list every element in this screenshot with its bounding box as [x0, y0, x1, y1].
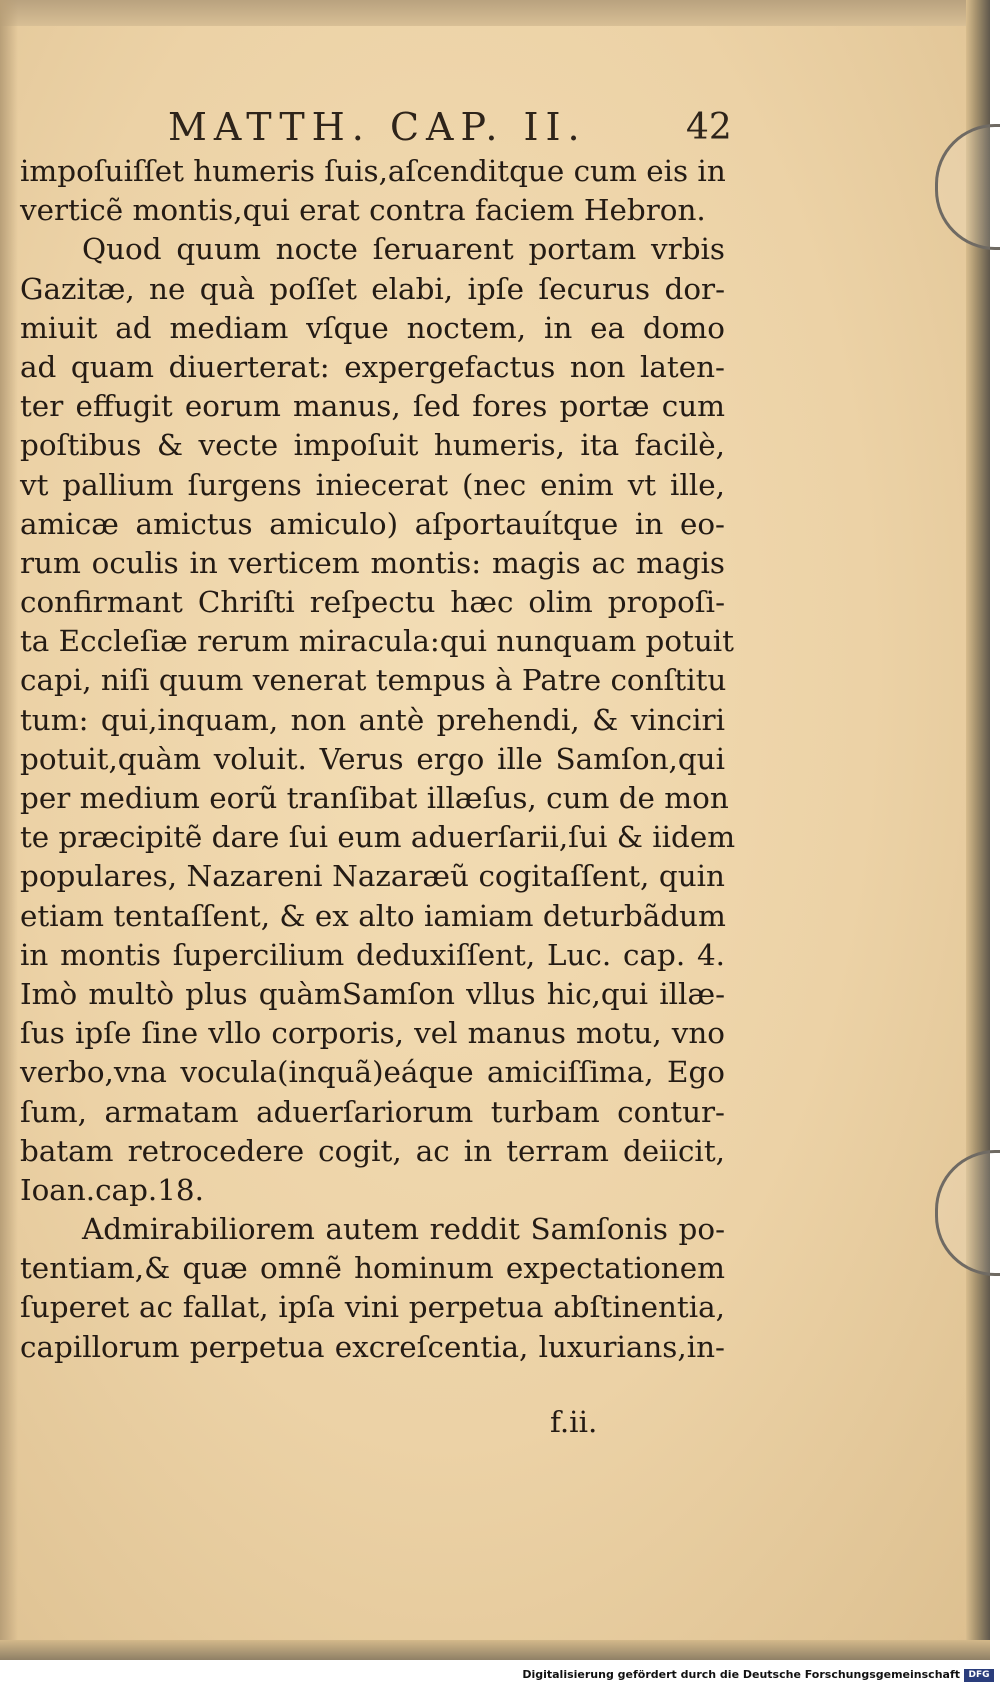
text-line: ad quam diuerterat: expergefactus non laten- — [20, 349, 725, 384]
text-line: poſtibus & vecte impoſuit humeris, ita facilè, — [20, 428, 725, 463]
text-line: per medium eorũ tranſibat illæſus, cum de mon — [20, 781, 729, 815]
text-line: verticẽ montis,qui erat contra faciem Hebron. — [20, 193, 706, 228]
digitization-credit: Digitalisierung gefördert durch die Deutsche Forschungsgemeinschaft — [522, 1668, 960, 1681]
text-line: capi, niſi quum venerat tempus à Patre conſtitu — [20, 663, 727, 698]
text-line: Quod quum nocte ſeruarent portam vrbis — [82, 232, 725, 267]
text-line: rum oculis in verticem montis: magis ac magis — [20, 545, 725, 580]
text-line: etiam tentaſſent, & ex alto iamiam deturbãdum — [20, 898, 726, 933]
text-line: ſus ipſe ſine vllo corporis, vel manus motu, vno — [20, 1016, 725, 1051]
text-line: Ioan.cap.18. — [20, 1172, 204, 1207]
text-line: potuit,quàm voluit. Verus ergo ille Samſon,qui — [20, 741, 725, 776]
text-line: te præcipitẽ dare ſui eum aduerſarii,ſui & iidem — [20, 820, 736, 855]
page-top-edge — [0, 0, 990, 26]
page-number: 42 — [686, 107, 732, 148]
text-line: ter effugit eorum manus, ſed fores portæ cum — [20, 389, 725, 424]
text-line: impoſuiſſet humeris ſuis,aſcenditque cum eis in — [20, 154, 726, 188]
text-line: ta Eccleſiæ rerum miracula:qui nunquam potuit — [20, 624, 734, 659]
running-head: MATTH. CAP. II. — [168, 105, 587, 149]
page-gutter-shadow — [0, 0, 18, 1660]
scan-footer — [0, 1667, 1000, 1685]
text-line: ſuperet ac fallat, ipſa vini perpetua abſtinentia, — [20, 1290, 725, 1325]
text-line: ſum, armatam aduerſariorum turbam contur- — [20, 1094, 725, 1129]
text-line: Admirabiliorem autem reddit Samſonis po- — [82, 1212, 725, 1247]
text-line: Gazitæ, ne quà poſſet elabi, ipſe ſecurus dor- — [20, 271, 725, 306]
text-line: populares, Nazareni Nazaræũ cogitaſſent, quin — [20, 859, 725, 894]
page-bottom-edge — [0, 1640, 990, 1660]
text-line: Imò multò plus quàmSamſon vllus hic,qui illæ- — [20, 976, 725, 1011]
text-line: in montis ſupercilium deduxiſſent, Luc. cap. 4. — [20, 937, 725, 972]
text-line: amicæ amictus amiculo) aſportauítque in eo- — [20, 506, 725, 541]
text-line: tum: qui,inquam, non antè prehendi, & vinciri — [20, 702, 725, 737]
text-line: batam retrocedere cogit, ac in terram deiicit, — [20, 1133, 725, 1168]
signature-mark: f.ii. — [550, 1405, 598, 1439]
text-line: capillorum perpetua excreſcentia, luxurians,in- — [20, 1329, 725, 1364]
body-text — [20, 152, 736, 1367]
text-line: miuit ad mediam vſque noctem, in ea domo — [20, 310, 725, 345]
text-line: vt pallium ſurgens iniecerat (nec enim vt ille, — [20, 467, 725, 502]
page-header — [0, 105, 990, 155]
text-line: confirmant Chriſti reſpectu hæc olim propoſi- — [20, 585, 725, 620]
dfg-logo: DFG — [964, 1669, 994, 1682]
text-line: verbo,vna vocula(inquã)eáque amiciſſima, Ego — [20, 1055, 725, 1090]
text-line: tentiam,& quæ omnẽ hominum expectationem — [20, 1251, 725, 1286]
